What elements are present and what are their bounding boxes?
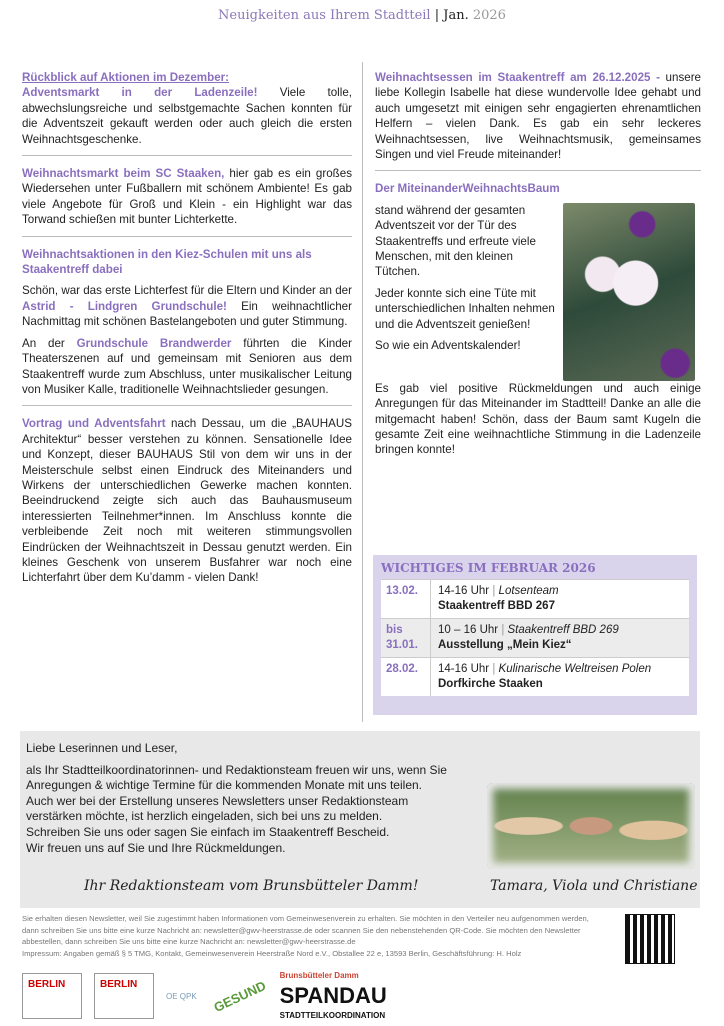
logo-bar bbox=[22, 966, 387, 1026]
gesund-logo: GESUND bbox=[211, 977, 269, 1015]
article-paragraph: stand während der gesamten Adventszeit vor der Tür des Staakentreffs und erfreute viele Menschen, mit den kleinen Tütchen. bbox=[375, 203, 536, 279]
divider bbox=[22, 155, 352, 156]
article-heading: Weihnachtsaktionen in den Kiez-Schulen mit uns als Staakentreff dabei bbox=[22, 247, 312, 277]
team-photo bbox=[487, 783, 695, 869]
article-paragraph: So wie ein Adventskalender! bbox=[375, 339, 521, 353]
article-paragraph: Jeder konnte sich eine Tüte mit unterschiedlichen Inhalten nehmen und die Adventszeit genießen! bbox=[375, 286, 555, 331]
greeting-line: verstärken möchte, ist herzlich eingeladen, sich bei uns zu melden. bbox=[26, 809, 383, 824]
greeting-line: Auch wer bei der Erstellung unseres Newsletters unser Redaktionsteam bbox=[26, 793, 409, 808]
event-row: 13.02. 14-16 Uhr | Lotsenteam Staakentreff BBD 267 bbox=[381, 579, 689, 618]
christmas-tree-photo bbox=[563, 203, 695, 381]
signature-names: Tamara, Viola und Christiane bbox=[490, 878, 698, 894]
divider bbox=[22, 236, 352, 237]
article-adventsmarkt: Adventsmarkt in der Ladenzeile! Viele tolle, abwechslungsreiche und selbstgemachte Sachen konnten für die Adventszeit gekauft werden oder auch gleich die ersten Weihnachtsgeschenke. bbox=[22, 86, 352, 146]
article-dessau: Vortrag und Adventsfahrt nach Dessau, um die „BAUHAUS Architektur“ besser verstehen zu können. Sensationelle Idee und Konzept, dieser BAUHAUS Stil von dem wir uns in der Meisterschule selbst einen Eindruck des Miteinanders und Wirkens der unterschiedlichen Gewerke machen konnten. Beeindruckend zeigte sich auch das Bauhausmuseum interessierten Teilnehmer*innen. Im Anschluss konnte die verbleibende Zeit noch mit weiteren stimmungsvollen Eindrücken der Weihnachtszeit in Dessau genutzt werden. Ein kleines Geschenk von unserem Busfahrer war noch eine Lichterfahrt über dem Ku’damm - vielen Dank! bbox=[22, 417, 352, 585]
greeting-line: Wir freuen uns auf Sie und Ihre Rückmeldungen. bbox=[26, 840, 286, 855]
event-row: bis 31.01. 10 – 16 Uhr | Staakentreff BBD 269 Ausstellung „Mein Kiez“ bbox=[381, 618, 689, 657]
signature-team: Ihr Redaktionsteam vom Brunsbütteler Damm! bbox=[84, 878, 419, 894]
masthead: Neuigkeiten aus Ihrem Stadtteil | Jan. 2026 bbox=[218, 8, 506, 23]
divider bbox=[22, 405, 352, 406]
events-title: WICHTIGES IM FEBRUAR 2026 bbox=[381, 561, 596, 575]
tree-article bbox=[375, 203, 701, 381]
oe-qpk-logo: OE QPK bbox=[166, 991, 197, 1001]
salutation: Liebe Leserinnen und Leser, bbox=[26, 741, 178, 755]
greeting-line: als Ihr Stadtteilkoordinatorinnen- und Redaktionsteam freuen wir uns, wenn Sie bbox=[26, 762, 447, 777]
greeting-line: Anregungen & wichtige Termine für die kommenden Monate mit uns teilen. bbox=[26, 778, 422, 793]
greeting-box bbox=[20, 731, 700, 908]
column-divider bbox=[362, 62, 363, 722]
qr-code[interactable] bbox=[626, 915, 674, 963]
footer-text: Sie erhalten diesen Newsletter, weil Sie zugestimmt haben Informationen vom Gemeinwesenverein zu erhalten. Sie möchten in den Verteiler neu aufgenommen werden, dann schreiben Sie uns bitte eine kurze Nachricht an: newsletter@gwv-heerstrasse.de oder scannen Sie den nebenstehenden QR-Code. Sie möchten den Newsletter abbestellen, dann schreiben Sie uns bitte eine kurze Nachricht an: newsletter@gwv-heerstrasse.de bbox=[22, 914, 589, 947]
divider bbox=[375, 170, 701, 171]
greeting-line: Schreiben Sie uns oder sagen Sie einfach im Staakentreff Bescheid. bbox=[26, 824, 390, 839]
footer bbox=[22, 913, 607, 959]
event-row: 28.02. 14-16 Uhr | Kulinarische Weltreisen Polen Dorfkirche Staaken bbox=[381, 657, 689, 696]
impressum: Impressum: Angaben gemäß § 5 TMG, Kontakt, Gemeinwesenverein Heerstraße Nord e.V., Obstallee 22 e, 13593 Berlin, Geschäftsführung: H. Holz bbox=[22, 948, 522, 958]
article-weihnachtsmarkt: Weihnachtsmarkt beim SC Staaken, hier gab es ein großes Wiedersehen unter Fußballern mit schönem Ambiente! Es gab viele Angebote für Groß und Klein - ein Highlight war das Torwand schießen mit bunter Lichterkette. bbox=[22, 167, 352, 227]
spandau-logo: Brunsbütteler Damm SPANDAU STADTTEILKOORDINATION bbox=[279, 971, 387, 1020]
article-heading: Der MiteinanderWeihnachtsBaum bbox=[375, 182, 560, 196]
right-column bbox=[375, 70, 701, 464]
article-paragraph: Es gab viel positive Rückmeldungen und auch einige Anregungen für das Miteinander im Stadtteil! Danke an alle die mitgemacht haben! Schön, dass der Baum samt Kugeln die gesamte Zeit eine weihnachtliche Stimmung in die Ladenzeile bringen konnte! bbox=[375, 381, 701, 457]
article-paragraph: An der Grundschule Brandwerder führten die Kinder Theaterszenen auf und gemeinsam mit Senioren aus dem Staakentreff wurde zum Abschluss, unter musikalischer Leitung von Musiker Kalle, traditionelle Weihnachtslieder gesungen. bbox=[22, 336, 352, 396]
left-column bbox=[22, 70, 352, 592]
berlin-senate-logo: BERLIN bbox=[22, 973, 82, 1019]
section-heading: Rückblick auf Aktionen im Dezember: bbox=[22, 71, 230, 84]
events-box bbox=[373, 555, 697, 715]
article-weihnachtsessen: Weihnachtsessen im Staakentreff am 26.12.2025 - unsere liebe Kollegin Isabelle hat diese wundervolle Idee gehabt und auch umgesetzt mit einigen sehr engagierten ehrenamtlichen Helfern – vielen Dank. Es gab ein sehr leckeres Weihnachtsessen, live Weihnachtsmusik, gemeinsames Singen und viel Freude miteinander! bbox=[375, 71, 702, 162]
article-paragraph: Schön, war das erste Lichterfest für die Eltern und Kinder an der Astrid - Lindgren Grundschule! Ein weihnachtlicher Nachmittag mit schönen Bastelangeboten und guter Stimmung. bbox=[22, 284, 352, 329]
berlin-spandau-logo: BERLIN bbox=[94, 973, 154, 1019]
